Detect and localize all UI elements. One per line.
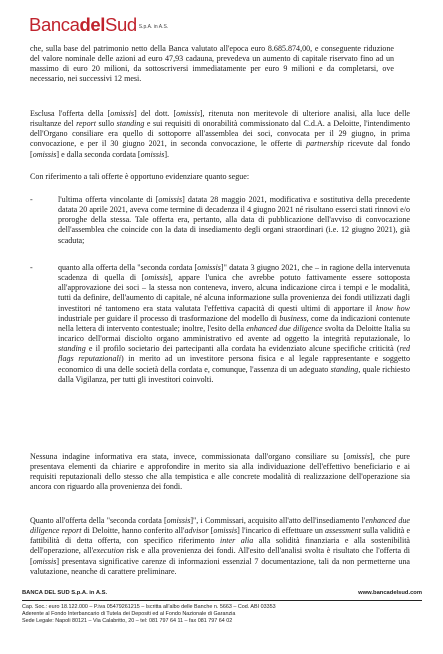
logo-suffix: S.p.A. in A.S. (138, 24, 169, 31)
bullet-dash: - (30, 195, 33, 204)
footer-divider (22, 600, 422, 601)
footer-address-line: Sede Legale: Napoli 80121 – Via Calabritto, 20 – tel: 081 797 64 11 – fax 081 797 64 02 (22, 618, 233, 624)
paragraph-second-consortium: Quanto all'offerta della "seconda cordata [omissis]", i Commissari, acquisito all'atto dell'insediamento l'enhanced due diligence report di Deloitte, hanno conferito all'advisor [omissis] l'incarico di effettuare un assessment sulla validità e fattibilità di detta offerta, con specifico riferimento inter alia alla solidità finanziaria e alla sostenibilità dell'operazione, all'execution risk e alla provenienza dei fondi. All'esito dell'analisi svolta è risultato che l'offerta di [omissis] presentava significative carenze di informazioni essenzial 7 documentazione, tali da non permetterne una valutazione, neanche di carattere preliminare. (30, 516, 411, 576)
footer-company-line (22, 590, 422, 597)
footer-website: www.bancadelsud.com (358, 590, 422, 596)
footer-capital-line: Cap. Soc.: euro 18.122.000 – P.iva 05479261215 – Iscritta all'albo delle Banche n. 5663 – Cod. ABI 03353 (22, 604, 276, 610)
bullet-dash: - (30, 263, 33, 272)
paragraph-continued: che, sulla base del patrimonio netto della Banca valutato all'epoca euro 8.685.874,00, e conseguente riduzione del valore nominale delle azioni ad euro 47,93 cadauna, prevedeva un aumento di capitale riservato fino ad un massimo di euro 20 milioni, da sottoscriversi immediatamente per euro 9 milioni e da completarsi, ove necessario, nei successivi 12 mesi. (30, 44, 394, 84)
paragraph-investigation: Nessuna indagine informativa era stata, invece, commissionata dall'organo consiliare su [omissis], che pure presentava elementi da chiarire e approfondire in merito sia alla individuazione dell'effettivo beneficiario e ai requisiti reputazionali dello stesso che alla tempistica e alle concrete modalità di realizzazione dell'operazione sia ancora con riguardo alla provenienza dei fondi. (30, 452, 410, 492)
footer-fund-line: Aderente al Fondo Interbancario di Tutela dei Depositi ed al Fondo Nazionale di Garanzia (22, 611, 236, 617)
paragraph-intro-list: Con riferimento a tali offerte è opportuno evidenziare quanto segue: (30, 172, 250, 181)
list-item-text: l'ultima offerta vincolante di [omissis] datata 28 maggio 2021, modificativa e sostitutiva della precedente datata 20 aprile 2021, aveva come termine di decadenza il 4 giugno 2021 né risultano esserci stati rinnovi e/o proroghe della stessa. Tale offerta era, pertanto, alla data di pubblicazione dell'avviso di convocazione dell'assemblea che coincide con la data di insediamento degli organi straordinari (i.e. 12 giugno 2021), già scaduta; (58, 195, 410, 245)
list-item-text: quanto alla offerta della "seconda cordata [omissis]" datata 3 giugno 2021, che – in ragione della intervenuta scadenza di quella di [omissis], appare l'unica che avrebbe potuto fattivamente essere sottoposta all'approvazione dei soci – la stessa non conteneva, invero, alcuna indicazione circa i tempi e le modalità, tutti da definire, dell'aumento di capitale, né alcuna informazione sulla provenienza dei fondi utilizzati dagli investitori né tantomeno era stata valutata l'effettiva capacità di questi ultimi di apportare il know how industriale per guidare il processo di trasformazione del modello di business, come da indicazioni contenute nella lettera di intervento contestuale; inoltre, l'esito della enhanced due diligence svolta da Deloitte Italia su incarico dell'ormai disciolto organo amministrativo ed avente ad oggetto la integrità reputazionale, lo standing e il profilo societario dei partecipanti alla cordata ha evidenziato alcune specifiche criticità (red flags reputazionali) in merito ad un investitore persona fisica e al legale rappresentante e soggetto economico di una delle società della cordata e, comunque, l'assenza di un adeguato standing, quale richiesto dalla Vigilanza, per tutti gli investitori coinvolti. (58, 263, 411, 384)
footer-company-name: BANCA DEL SUD S.p.A. in A.S. (22, 590, 108, 596)
logo-wordmark: BancadelSud (29, 14, 137, 35)
paragraph-offers-excluded: Esclusa l'offerta della [omissis] del dott. [omissis], ritenuta non meritevole di ulteriore analisi, alla luce delle risultanze del report sullo standing e sui requisiti di onorabilità commissionato dal C.d.A. a Deloitte, l'intendimento dell'Organo consiliare era quello di sottoporre all'assemblea dei soci, convocata per il 29 giugno, in prima convocazione, e per il 30 giugno 2021, in seconda convocazione, le offerte di partnership ricevute dal fondo [omissis] e dalla seconda cordata [omissis]. (30, 109, 410, 159)
bank-logo (29, 14, 168, 36)
